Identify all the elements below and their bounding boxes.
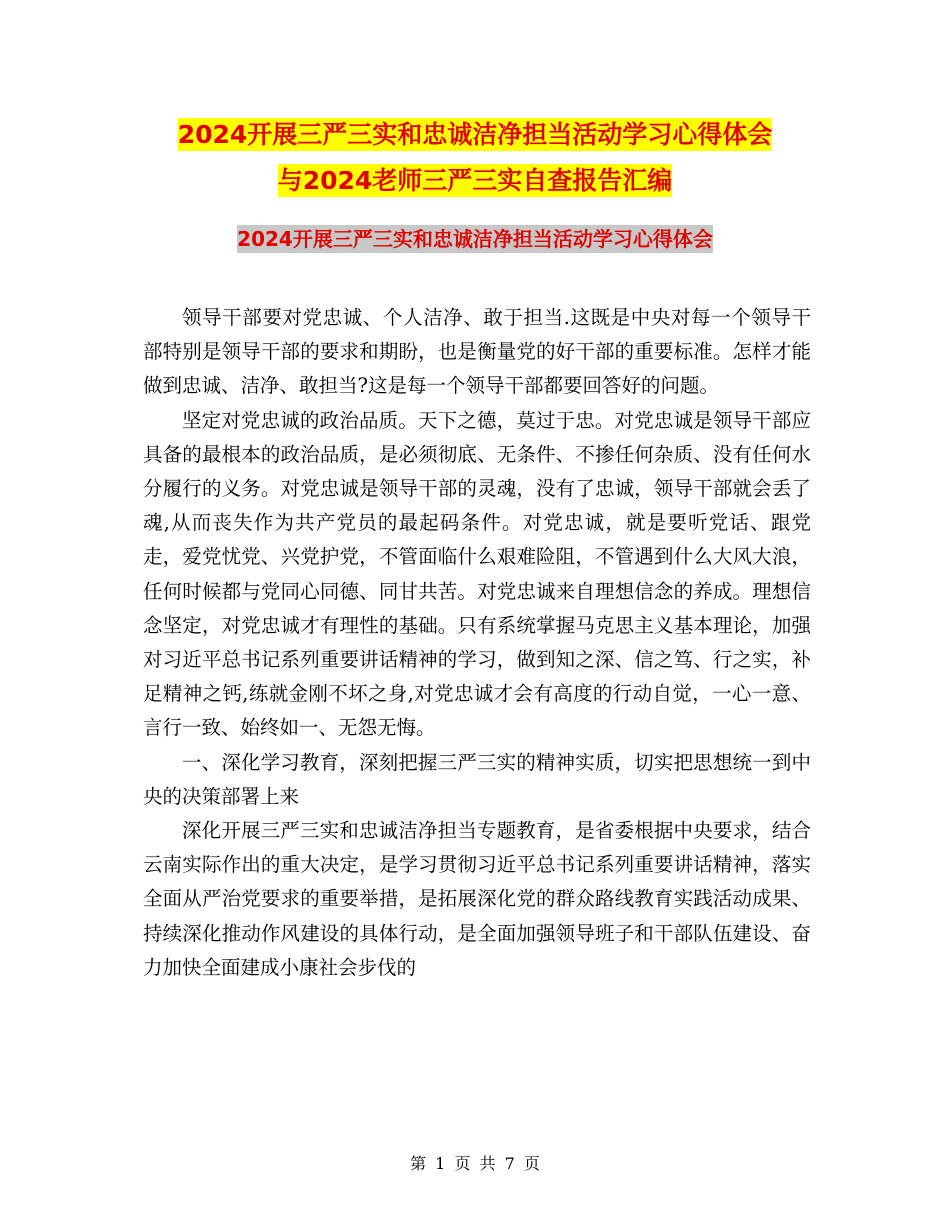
body-text (143, 301, 811, 985)
section-heading (0, 224, 950, 254)
paragraph: 深化开展三严三实和忠诚洁净担当专题教育，是省委根据中央要求，结合云南实际作出的重大决定，是学习贯彻习近平总书记系列重要讲话精神，落实全面从严治党要求的重要举措，是拓展深化党的群众路线教育实践活动成果、持续深化推动作风建设的具体行动，是全面加强领导班子和干部队伍建设、奋力加快全面建成小康社会步伐的 (143, 819, 811, 979)
document-title (0, 112, 950, 204)
section-heading-text: 2024开展三严三实和忠诚洁净担当活动学习心得体会 (237, 227, 713, 251)
page-footer: 第 1 页 共 7 页 (410, 1154, 540, 1173)
title-line-1: 2024开展三严三实和忠诚洁净担当活动学习心得体会 (177, 120, 773, 149)
title-line-2: 与2024老师三严三实自查报告汇编 (277, 166, 673, 195)
paragraph: 坚定对党忠诚的政治品质。天下之德，莫过于忠。对党忠诚是领导干部应具备的最根本的政治品质，是必须彻底、无条件、不掺任何杂质、没有任何水分履行的义务。对党忠诚是领导干部的灵魂，没有了忠诚，领导干部就会丢了魂,从而丧失作为共产党员的最起码条件。对党忠诚，就是要听党话、跟党走，爱党忧党、兴党护党，不管面临什么艰难险阻，不管遇到什么大风大浪，任何时候都与党同心同德、同甘共苦。对党忠诚来自理想信念的养成。理想信念坚定，对党忠诚才有理性的基础。只有系统掌握马克思主义基本理论，加强对习近平总书记系列重要讲话精神的学习，做到知之深、信之笃、行之实，补足精神之钙,练就金刚不坏之身,对党忠诚才会有高度的行动自觉，一心一意、言行一致、始终如一、无怨无悔。 (143, 408, 811, 740)
paragraph: 一、深化学习教育，深刻把握三严三实的精神实质，切实把思想统一到中央的决策部署上来 (143, 750, 811, 808)
paragraph: 领导干部要对党忠诚、个人洁净、敢于担当.这既是中央对每一个领导干部特别是领导干部的要求和期盼，也是衡量党的好干部的重要标准。怎样才能做到忠诚、洁净、敢担当?这是每一个领导干部都要回答好的问题。 (143, 306, 811, 398)
